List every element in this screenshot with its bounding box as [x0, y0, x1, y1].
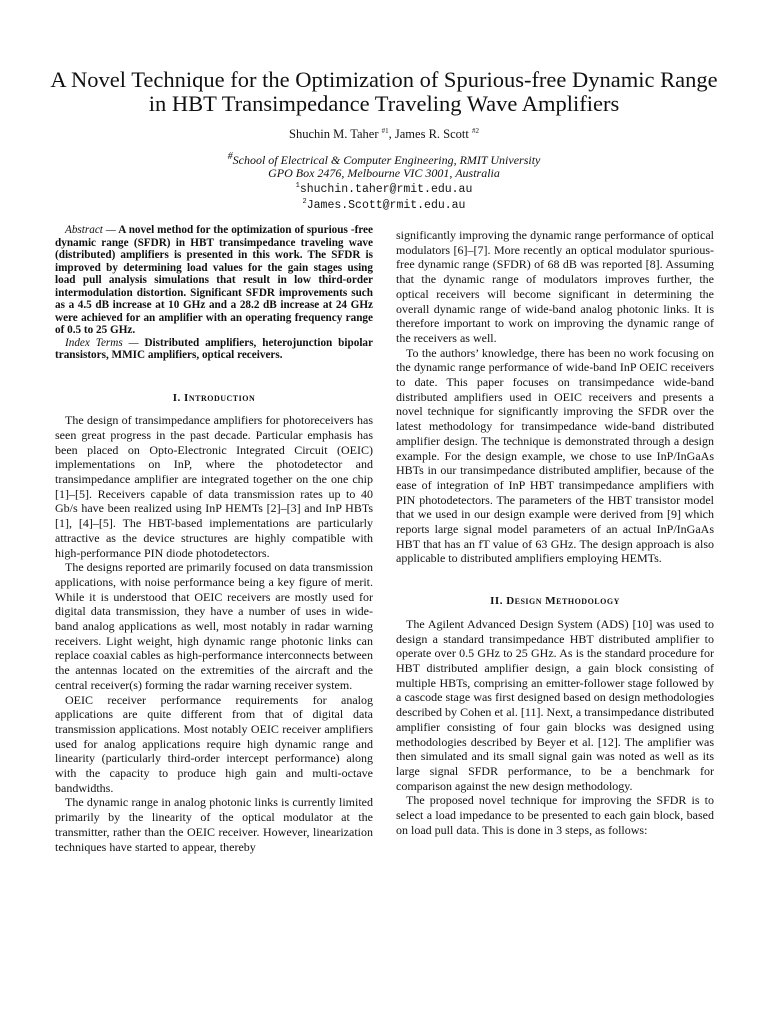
index-terms [55, 337, 373, 362]
paragraph: The design of transimpedance amplifiers for photoreceivers has seen great progress in the past decade. Particular emphasis has been placed on Opto-Electronic Integrated Circuit (OEIC) implementations on InP, where the photodetector and transimpedance amplifier are integrated together on the one chip [1]–[5]. Receivers capable of data transmission rates up to 40 Gb/s have been realized using InP HEMTs [2]–[3] and InP HBTs [1], [4]–[5]. The HBT-based implementations are particularly attractive as the device structures are highly compatible with high-performance PIN diode photodetectors. [55, 413, 373, 560]
author-2-mark: #2 [471, 127, 479, 135]
paragraph: significantly improving the dynamic range performance of optical modulators [6]–[7]. More recently an optical modulator spurious-free dynamic range (SFDR) of 68 dB was reported [8]. Assuming that the dynamic range of modulators improves further, the optical receivers will become significant in determining the overall dynamic range of wide-band analog photonic links. It is therefore important to work on improving the dynamic range of the receivers as well. [396, 228, 714, 345]
email-1-mark: 1 [295, 182, 300, 190]
paragraph: OEIC receiver performance requirements for analog applications are quite different from that of digital data transmission applications. Most notably OEIC receiver amplifiers used for analog applications require high dynamic range and linearity (particularly third-order intercept performance) along with the capacity to produce high gain and multi-octave bandwidths. [55, 692, 373, 795]
author-line [0, 127, 768, 142]
author-1: Shuchin M. Taher [289, 127, 379, 142]
affiliation-institution: School of Electrical & Computer Engineering, RMIT University [232, 153, 541, 167]
affiliation-line-1 [0, 150, 768, 167]
paragraph: To the authors’ knowledge, there has been no work focusing on the dynamic range performance of wide-band InP OEIC receivers to date. This paper focuses on transimpedance wide-band distributed amplifiers used in OEIC receivers and presents a novel technique for significantly improving the SFDR over the latest methodology for transimpedance wide-band distributed amplifier design. The technique is demonstrated through a design example. For the design example, we chose to use InP/InGaAs HBTs in our transimpedance distributed amplifier, because of the ease of integration of InP HBT transimpedance amplifiers with PIN photodetectors. The parameters of the HBT transistor model that we used in our design example were derived from [9] which reports large signal model parameters of an actual InP/InGaAs HBT that has an fT value of 63 GHz. The design approach is also applicable to distributed amplifiers employing HEMTs. [396, 345, 714, 566]
index-terms-text: Distributed amplifiers, heterojunction bipolar transistors, MMIC amplifiers, optical receivers. [55, 336, 373, 361]
paragraph: The Agilent Advanced Design System (ADS) [10] was used to design a standard transimpedance HBT distributed amplifier to operate over 0.5 GHz to 25 GHz. As is the standard procedure for HBT distributed amplifier design, a gain block consisting of multiple HBTs, comprising an emitter-follower stage followed by a cascode stage was first designed based on design methodologies described by Cohen et al. [11]. Next, a transimpedance distributed amplifier consisting of four gain blocks was designed using methodologies described by Beyer et al. [12]. The amplifier was then simulated and its small signal gain was noted as well as its large signal SFDR performance, to be a benchmark for comparison against the new design methodology. [396, 616, 714, 793]
section-heading-design-methodology: II. Design Methodology [490, 595, 620, 608]
paragraph: The dynamic range in analog photonic links is currently limited primarily by the linearity of the optical modulator at the transmitter, rather than the OEIC receiver. However, linearization techniques have started to appear, thereby [55, 795, 373, 854]
abstract-text: A novel method for the optimization of spurious -free dynamic range (SFDR) in HBT transimpedance traveling wave (distributed) amplifiers is presented in this work. The SFDR is improved by determining load values for the gain stages using load pull analysis simulations that result in low third-order intermodulation distortion. Significant SFDR improvements such as a 4.5 dB increase at 10 GHz and a 28.2 dB increase at 24 GHz were achieved for an amplifier with an operating frequency range of 0.5 to 25 GHz. [55, 224, 373, 336]
paragraph: The designs reported are primarily focused on data transmission applications, with noise performance being a key figure of merit. While it is understood that OEIC receivers are mostly used for digital data transmission, they have a number of uses in wide-band analog applications as well, most notably in radar warning receivers. Light weight, high dynamic range photonic links can replace coaxial cables as high-performance interconnects between the antennas located on the extremities of the aircraft and the central receiver(s) forming the radar warning receiver system. [55, 560, 373, 692]
right-column [396, 228, 714, 837]
index-terms-label: Index Terms — [65, 336, 139, 349]
section-heading-introduction: I. Introduction [172, 391, 256, 404]
affiliation-line-2: GPO Box 2476, Melbourne VIC 3001, Australia [268, 166, 500, 180]
affiliation-mark: # [227, 151, 233, 162]
affiliation-block [0, 150, 768, 212]
author-separator: , [388, 127, 395, 142]
paper-title: A Novel Technique for the Optimization of Spurious-free Dynamic Range in HBT Transimpedance Traveling Wave Amplifiers [50, 67, 718, 116]
email-line-1 [0, 180, 768, 196]
paragraph: The proposed novel technique for improving the SFDR is to select a load impedance to be presented to each gain block, based on load pull data. This is done in 3 steps, as follows: [396, 793, 714, 837]
left-column [55, 224, 373, 854]
email-2-mark: 2 [302, 197, 307, 206]
abstract-label: Abstract — [65, 224, 116, 236]
abstract [55, 224, 373, 337]
email-line-2 [0, 196, 768, 212]
email-1: shuchin.taher@rmit.edu.au [299, 182, 473, 196]
author-1-mark: #1 [381, 127, 389, 135]
author-2: James R. Scott [394, 127, 469, 142]
email-2: James.Scott@rmit.edu.au [306, 198, 466, 212]
